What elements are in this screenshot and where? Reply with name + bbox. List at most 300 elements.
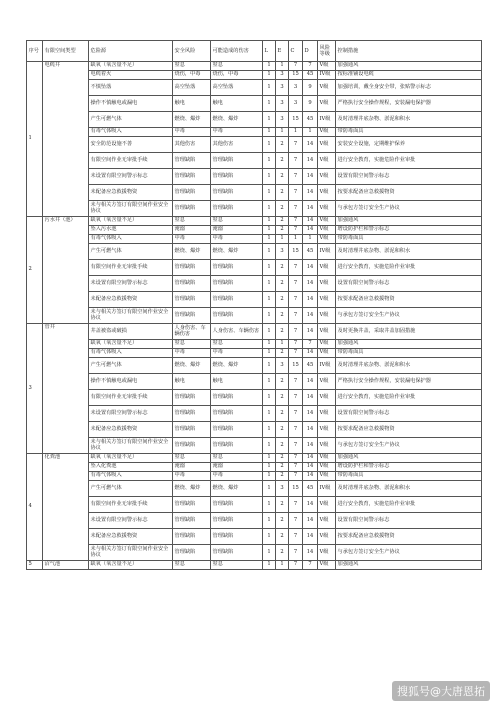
- l-cell: 1: [263, 216, 276, 225]
- risk-table-sheet: [26, 40, 481, 570]
- level-cell: IV级: [318, 70, 336, 79]
- l-cell: 1: [263, 323, 276, 339]
- table-row: [27, 348, 482, 357]
- risk-cell: 管理缺陷: [173, 405, 211, 421]
- group-number: 1: [27, 61, 43, 216]
- c-cell: 7: [289, 389, 303, 405]
- table-row: [27, 528, 482, 544]
- harm-cell: 管理缺陷: [211, 184, 263, 200]
- risk-cell: 管理缺陷: [173, 389, 211, 405]
- c-cell: 1: [289, 127, 303, 136]
- hazard-cell: 缺氧（氧含量不足）: [89, 339, 173, 348]
- hazard-cell: 未与相关方签订有限空间作业安全协议: [89, 437, 173, 453]
- hazard-cell: 缺氧（氧含量不足）: [89, 453, 173, 462]
- level-cell: V级: [318, 275, 336, 291]
- harm-cell: 窒息: [211, 339, 263, 348]
- level-cell: V级: [318, 323, 336, 339]
- level-cell: V级: [318, 152, 336, 168]
- l-cell: 1: [263, 152, 276, 168]
- header-harm: 可能造成的伤害: [211, 41, 263, 62]
- c-cell: 15: [289, 357, 303, 373]
- d-cell: 9: [303, 79, 318, 95]
- c-cell: 7: [289, 61, 303, 70]
- hazard-cell: 有限空间作业无审批手续: [89, 259, 173, 275]
- harm-cell: 燃烧、爆炸: [211, 357, 263, 373]
- table-row: [27, 216, 482, 225]
- level-cell: IV级: [318, 243, 336, 259]
- table-row: [27, 136, 482, 152]
- hazard-cell: 未与相关方签订有限空间作业安全协议: [89, 544, 173, 560]
- hazard-cell: 缺氧（氧含量不足）: [89, 560, 173, 569]
- control-cell: 严格执行安全操作规程，安装漏电保护器: [336, 95, 482, 111]
- table-row: [27, 437, 482, 453]
- group-number: 3: [27, 323, 43, 453]
- d-cell: 14: [303, 259, 318, 275]
- hazard-cell: 坠入化粪池: [89, 462, 173, 471]
- risk-cell: 窒息: [173, 216, 211, 225]
- hazard-cell: 未配备应急救援物资: [89, 291, 173, 307]
- hazard-cell: 产生可燃气体: [89, 243, 173, 259]
- group-number: 2: [27, 216, 43, 323]
- l-cell: 1: [263, 70, 276, 79]
- harm-cell: 管理缺陷: [211, 437, 263, 453]
- hazard-cell: 操作不慎触电或漏电: [89, 373, 173, 389]
- table-row: [27, 560, 482, 569]
- level-cell: V级: [318, 560, 336, 569]
- level-cell: V级: [318, 544, 336, 560]
- harm-cell: 中毒: [211, 348, 263, 357]
- risk-cell: 触电: [173, 95, 211, 111]
- e-cell: 2: [276, 200, 289, 216]
- hazard-cell: 有限空间作业无审批手续: [89, 496, 173, 512]
- control-cell: 及时清理井底杂物、淤泥和积水: [336, 111, 482, 127]
- c-cell: 7: [289, 437, 303, 453]
- hazard-cell: 缺氧（氧含量不足）: [89, 61, 173, 70]
- l-cell: 1: [263, 339, 276, 348]
- header-risk: 安全风险: [173, 41, 211, 62]
- table-row: [27, 512, 482, 528]
- table-row: [27, 307, 482, 323]
- level-cell: V级: [318, 216, 336, 225]
- table-row: [27, 405, 482, 421]
- table-row: [27, 544, 482, 560]
- e-cell: 3: [276, 95, 289, 111]
- e-cell: 2: [276, 291, 289, 307]
- d-cell: 14: [303, 471, 318, 480]
- d-cell: 45: [303, 480, 318, 496]
- control-cell: 加强培训，戴全身安全带，张贴警示标志: [336, 79, 482, 95]
- d-cell: 7: [303, 61, 318, 70]
- table-row: [27, 184, 482, 200]
- l-cell: 1: [263, 259, 276, 275]
- control-cell: 按要求配备应急救援物资: [336, 184, 482, 200]
- harm-cell: 烧伤，中毒: [211, 70, 263, 79]
- harm-cell: 窒息: [211, 453, 263, 462]
- hazard-cell: 有限空间作业无审批手续: [89, 152, 173, 168]
- d-cell: 14: [303, 405, 318, 421]
- risk-cell: 中毒: [173, 348, 211, 357]
- c-cell: 7: [289, 405, 303, 421]
- risk-cell: 管理缺陷: [173, 512, 211, 528]
- control-cell: 进行安全教育，实施危险作业审批: [336, 389, 482, 405]
- risk-cell: 烧伤，中毒: [173, 70, 211, 79]
- risk-cell: 管理缺陷: [173, 152, 211, 168]
- c-cell: 7: [289, 259, 303, 275]
- d-cell: 14: [303, 323, 318, 339]
- c-cell: 7: [289, 200, 303, 216]
- e-cell: 1: [276, 234, 289, 243]
- header-level: 风险等级: [318, 41, 336, 62]
- e-cell: 2: [276, 389, 289, 405]
- risk-cell: 管理缺陷: [173, 421, 211, 437]
- c-cell: 7: [289, 496, 303, 512]
- risk-cell: 管理缺陷: [173, 275, 211, 291]
- l-cell: 1: [263, 200, 276, 216]
- l-cell: 1: [263, 111, 276, 127]
- e-cell: 1: [276, 127, 289, 136]
- table-row: [27, 373, 482, 389]
- risk-cell: 管理缺陷: [173, 544, 211, 560]
- e-cell: 2: [276, 259, 289, 275]
- control-cell: 带防毒面具: [336, 471, 482, 480]
- hazard-cell: 未配备应急救援物资: [89, 184, 173, 200]
- d-cell: 9: [303, 95, 318, 111]
- hazard-cell: 未设置有限空间警示标志: [89, 275, 173, 291]
- l-cell: 1: [263, 136, 276, 152]
- harm-cell: 管理缺陷: [211, 259, 263, 275]
- harm-cell: 窒息: [211, 216, 263, 225]
- e-cell: 1: [276, 61, 289, 70]
- l-cell: 1: [263, 234, 276, 243]
- level-cell: V级: [318, 453, 336, 462]
- risk-cell: 淹溺: [173, 225, 211, 234]
- hazard-cell: 坠入污水池: [89, 225, 173, 234]
- space-type: 电缆井: [43, 61, 89, 216]
- hazard-cell: 产生可燃气体: [89, 111, 173, 127]
- risk-cell: 窒息: [173, 560, 211, 569]
- c-cell: 1: [289, 234, 303, 243]
- d-cell: 14: [303, 348, 318, 357]
- c-cell: 7: [289, 462, 303, 471]
- c-cell: 15: [289, 243, 303, 259]
- c-cell: 7: [289, 471, 303, 480]
- control-cell: 加强通风: [336, 339, 482, 348]
- c-cell: 7: [289, 136, 303, 152]
- level-cell: V级: [318, 225, 336, 234]
- level-cell: V级: [318, 496, 336, 512]
- d-cell: 14: [303, 373, 318, 389]
- control-cell: 及时清理井底杂物、淤泥和积水: [336, 357, 482, 373]
- level-cell: V级: [318, 462, 336, 471]
- control-cell: 设置有限空间警示标志: [336, 168, 482, 184]
- hazard-cell: 产生可燃气体: [89, 480, 173, 496]
- e-cell: 2: [276, 496, 289, 512]
- d-cell: 14: [303, 496, 318, 512]
- level-cell: V级: [318, 437, 336, 453]
- harm-cell: 管理缺陷: [211, 544, 263, 560]
- table-row: [27, 70, 482, 79]
- table-row: [27, 453, 482, 462]
- level-cell: V级: [318, 307, 336, 323]
- control-cell: 带防毒面具: [336, 127, 482, 136]
- harm-cell: 触电: [211, 373, 263, 389]
- control-cell: 设置有限空间警示标志: [336, 275, 482, 291]
- control-cell: 及时更换井盖，采取井盖加固措施: [336, 323, 482, 339]
- harm-cell: 中毒: [211, 471, 263, 480]
- d-cell: 14: [303, 528, 318, 544]
- risk-cell: 窒息: [173, 453, 211, 462]
- l-cell: 1: [263, 405, 276, 421]
- l-cell: 1: [263, 275, 276, 291]
- header-l: L: [263, 41, 276, 62]
- table-row: [27, 168, 482, 184]
- l-cell: 1: [263, 544, 276, 560]
- risk-cell: 淹溺: [173, 462, 211, 471]
- l-cell: 1: [263, 389, 276, 405]
- d-cell: 14: [303, 275, 318, 291]
- header-control: 控制措施: [336, 41, 482, 62]
- table-row: [27, 471, 482, 480]
- header-e: E: [276, 41, 289, 62]
- e-cell: 2: [276, 421, 289, 437]
- harm-cell: 管理缺陷: [211, 421, 263, 437]
- risk-cell: 管理缺陷: [173, 496, 211, 512]
- c-cell: 7: [289, 544, 303, 560]
- d-cell: 14: [303, 421, 318, 437]
- e-cell: 2: [276, 136, 289, 152]
- c-cell: 7: [289, 373, 303, 389]
- harm-cell: 管理缺陷: [211, 405, 263, 421]
- hazard-cell: 不慎坠落: [89, 79, 173, 95]
- header-c: C: [289, 41, 303, 62]
- l-cell: 1: [263, 79, 276, 95]
- d-cell: 14: [303, 389, 318, 405]
- e-cell: 2: [276, 462, 289, 471]
- d-cell: 14: [303, 168, 318, 184]
- e-cell: 2: [276, 184, 289, 200]
- control-cell: 按要求配备应急救援物资: [336, 291, 482, 307]
- risk-cell: 高空坠落: [173, 79, 211, 95]
- table-row: [27, 95, 482, 111]
- risk-cell: 燃烧、爆炸: [173, 357, 211, 373]
- level-cell: V级: [318, 389, 336, 405]
- e-cell: 3: [276, 357, 289, 373]
- space-type: 化粪池: [43, 453, 89, 560]
- risk-cell: 窒息: [173, 339, 211, 348]
- c-cell: 3: [289, 79, 303, 95]
- control-cell: 加强通风: [336, 560, 482, 569]
- l-cell: 1: [263, 61, 276, 70]
- e-cell: 2: [276, 216, 289, 225]
- d-cell: 14: [303, 152, 318, 168]
- harm-cell: 管理缺陷: [211, 200, 263, 216]
- group-number: 5: [27, 560, 43, 569]
- level-cell: V级: [318, 127, 336, 136]
- control-cell: 按标准铺设电缆: [336, 70, 482, 79]
- level-cell: V级: [318, 405, 336, 421]
- risk-cell: 中毒: [173, 127, 211, 136]
- l-cell: 1: [263, 421, 276, 437]
- space-type: 管井: [43, 323, 89, 453]
- control-cell: 进行安全教育，实施危险作业审批: [336, 152, 482, 168]
- table-row: [27, 339, 482, 348]
- harm-cell: 高空坠落: [211, 79, 263, 95]
- l-cell: 1: [263, 437, 276, 453]
- c-cell: 7: [289, 291, 303, 307]
- level-cell: IV级: [318, 480, 336, 496]
- risk-cell: 管理缺陷: [173, 528, 211, 544]
- l-cell: 1: [263, 307, 276, 323]
- header-d: D: [303, 41, 318, 62]
- control-cell: 与承包方签订安全生产协议: [336, 307, 482, 323]
- l-cell: 1: [263, 127, 276, 136]
- control-cell: 带防毒面具: [336, 348, 482, 357]
- level-cell: V级: [318, 471, 336, 480]
- d-cell: 7: [303, 560, 318, 569]
- table-row: [27, 357, 482, 373]
- e-cell: 2: [276, 225, 289, 234]
- e-cell: 2: [276, 437, 289, 453]
- c-cell: 7: [289, 275, 303, 291]
- c-cell: 7: [289, 323, 303, 339]
- control-cell: 加强通风: [336, 216, 482, 225]
- c-cell: 7: [289, 307, 303, 323]
- e-cell: 2: [276, 544, 289, 560]
- table-body: [27, 61, 482, 569]
- l-cell: 1: [263, 480, 276, 496]
- d-cell: 14: [303, 136, 318, 152]
- harm-cell: 管理缺陷: [211, 389, 263, 405]
- harm-cell: 管理缺陷: [211, 307, 263, 323]
- control-cell: 及时清理井底杂物、淤泥和积水: [336, 243, 482, 259]
- table-row: [27, 200, 482, 216]
- harm-cell: 淹溺: [211, 462, 263, 471]
- risk-cell: 触电: [173, 373, 211, 389]
- l-cell: 1: [263, 496, 276, 512]
- control-cell: 设置有限空间警示标志: [336, 405, 482, 421]
- risk-cell: 窒息: [173, 61, 211, 70]
- hazard-cell: 产生可燃气体: [89, 357, 173, 373]
- risk-cell: 管理缺陷: [173, 200, 211, 216]
- hazard-cell: 未设置有限空间警示标志: [89, 168, 173, 184]
- c-cell: 7: [289, 168, 303, 184]
- c-cell: 7: [289, 421, 303, 437]
- d-cell: 14: [303, 544, 318, 560]
- c-cell: 7: [289, 453, 303, 462]
- risk-cell: 管理缺陷: [173, 291, 211, 307]
- e-cell: 2: [276, 373, 289, 389]
- harm-cell: 燃烧、爆炸: [211, 480, 263, 496]
- header-no: 序号: [27, 41, 43, 62]
- control-cell: 按要求配备应急救援物资: [336, 421, 482, 437]
- risk-cell: 中毒: [173, 471, 211, 480]
- hazard-cell: 有毒气体吸入: [89, 348, 173, 357]
- level-cell: V级: [318, 291, 336, 307]
- harm-cell: 管理缺陷: [211, 496, 263, 512]
- l-cell: 1: [263, 453, 276, 462]
- table-row: [27, 234, 482, 243]
- d-cell: 14: [303, 291, 318, 307]
- d-cell: 14: [303, 453, 318, 462]
- c-cell: 7: [289, 528, 303, 544]
- table-row: [27, 462, 482, 471]
- l-cell: 1: [263, 357, 276, 373]
- hazard-cell: 未与相关方签订有限空间作业安全协议: [89, 307, 173, 323]
- e-cell: 2: [276, 168, 289, 184]
- control-cell: 带防毒面具: [336, 234, 482, 243]
- risk-cell: 燃烧、爆炸: [173, 111, 211, 127]
- level-cell: V级: [318, 200, 336, 216]
- header-space-type: 有限空间类型: [43, 41, 89, 62]
- c-cell: 7: [289, 560, 303, 569]
- l-cell: 1: [263, 373, 276, 389]
- control-cell: 进行安全教育，实施危险作业审批: [336, 496, 482, 512]
- level-cell: V级: [318, 95, 336, 111]
- c-cell: 7: [289, 339, 303, 348]
- harm-cell: 管理缺陷: [211, 291, 263, 307]
- l-cell: 1: [263, 184, 276, 200]
- hazard-cell: 未配备应急救援物资: [89, 528, 173, 544]
- harm-cell: 管理缺陷: [211, 275, 263, 291]
- level-cell: V级: [318, 348, 336, 357]
- control-cell: 设置有限空间警示标志: [336, 512, 482, 528]
- c-cell: 15: [289, 111, 303, 127]
- e-cell: 3: [276, 79, 289, 95]
- e-cell: 1: [276, 339, 289, 348]
- l-cell: 1: [263, 471, 276, 480]
- e-cell: 3: [276, 70, 289, 79]
- table-row: [27, 275, 482, 291]
- hazard-cell: 未配备应急救援物资: [89, 421, 173, 437]
- c-cell: 7: [289, 184, 303, 200]
- table-row: [27, 225, 482, 234]
- level-cell: V级: [318, 373, 336, 389]
- harm-cell: 管理缺陷: [211, 512, 263, 528]
- hazard-cell: 有毒气体吸入: [89, 127, 173, 136]
- l-cell: 1: [263, 243, 276, 259]
- d-cell: 45: [303, 111, 318, 127]
- harm-cell: 燃烧、爆炸: [211, 111, 263, 127]
- level-cell: V级: [318, 259, 336, 275]
- hazard-cell: 缺氧（氧含量不足）: [89, 216, 173, 225]
- d-cell: 14: [303, 225, 318, 234]
- l-cell: 1: [263, 348, 276, 357]
- hazard-cell: 未设置有限空间警示标志: [89, 405, 173, 421]
- d-cell: 14: [303, 307, 318, 323]
- level-cell: V级: [318, 61, 336, 70]
- hazard-cell: 有毒气体吸入: [89, 471, 173, 480]
- e-cell: 2: [276, 307, 289, 323]
- risk-assessment-table: [26, 40, 482, 570]
- l-cell: 1: [263, 512, 276, 528]
- l-cell: 1: [263, 291, 276, 307]
- hazard-cell: 安全防范设施不善: [89, 136, 173, 152]
- level-cell: V级: [318, 136, 336, 152]
- level-cell: V级: [318, 168, 336, 184]
- control-cell: 加强通风: [336, 453, 482, 462]
- hazard-cell: 有限空间作业无审批手续: [89, 389, 173, 405]
- control-cell: 与承包方签订安全生产协议: [336, 437, 482, 453]
- d-cell: 45: [303, 357, 318, 373]
- control-cell: 与承包方签订安全生产协议: [336, 544, 482, 560]
- space-type: 沼气池: [43, 560, 89, 569]
- control-cell: 安装安全设施，定期维护保养: [336, 136, 482, 152]
- level-cell: V级: [318, 339, 336, 348]
- e-cell: 3: [276, 243, 289, 259]
- e-cell: 1: [276, 560, 289, 569]
- level-cell: V级: [318, 421, 336, 437]
- table-row: [27, 259, 482, 275]
